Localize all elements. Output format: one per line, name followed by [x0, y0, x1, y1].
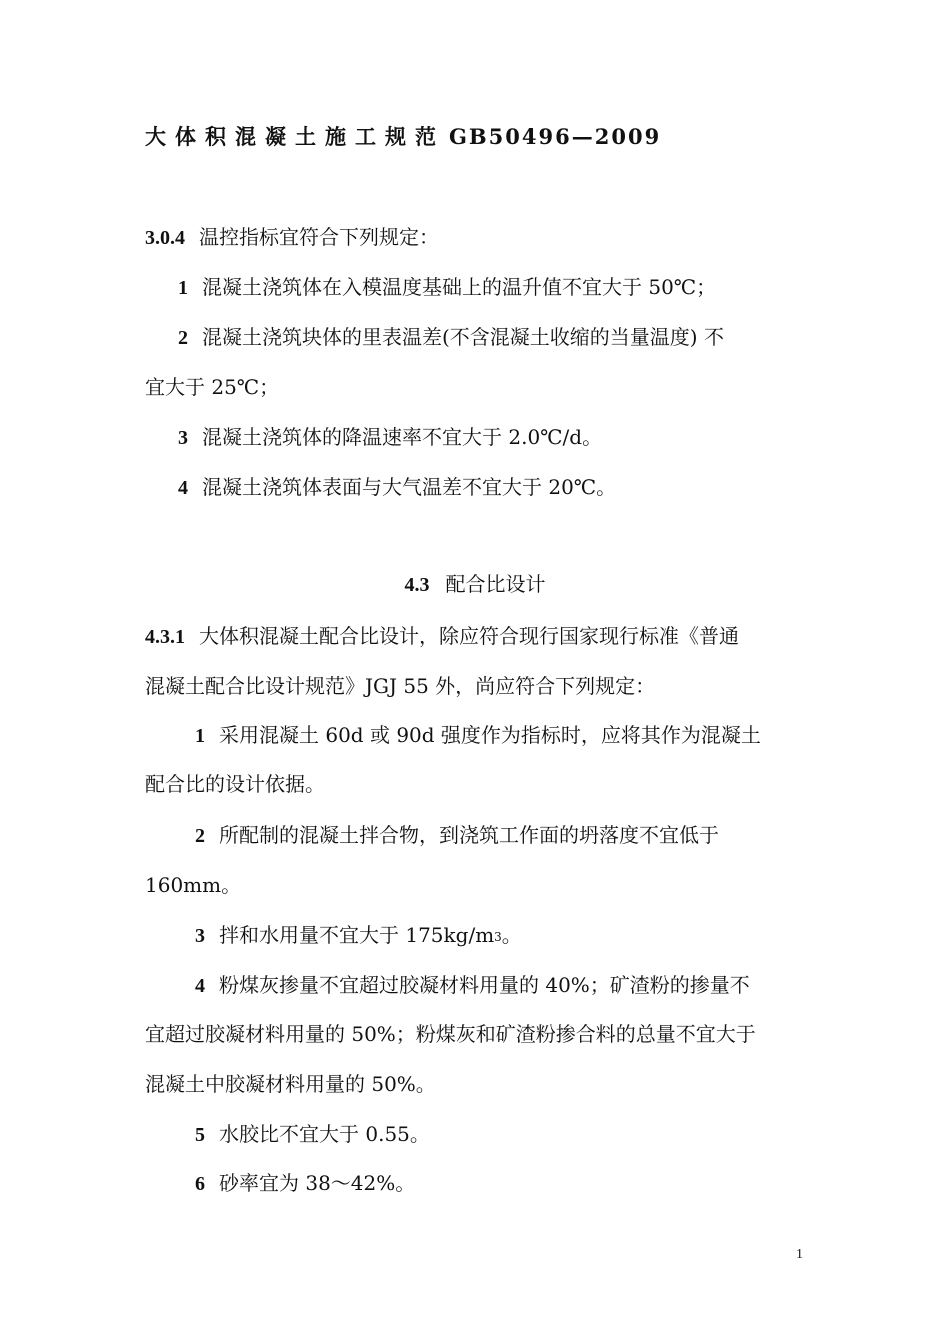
- item-number: 2: [195, 825, 205, 847]
- clause-4-3-1-item-4-cont-1: 宜超过胶凝材料用量的 50%；粉煤灰和矿渣粉掺合料的总量不宜大于: [145, 1022, 756, 1046]
- item-text: 混凝土浇筑体表面与大气温差不宜大于 20℃。: [202, 475, 617, 499]
- item-number: 3: [195, 925, 205, 947]
- clause-number: 3.0.4: [145, 227, 185, 249]
- clause-3-0-4: [145, 222, 439, 253]
- item-number: 5: [195, 1124, 205, 1146]
- superscript: 3: [494, 930, 502, 944]
- document-title: [145, 122, 661, 152]
- section-heading-4-3: [0, 569, 950, 600]
- item-number: 2: [178, 327, 188, 349]
- clause-4-3-1-item-1-cont: 配合比的设计依据。: [145, 772, 325, 796]
- clause-4-3-1-item-2: [195, 820, 719, 851]
- item-tail: 。: [501, 923, 522, 947]
- item-text: 粉煤灰掺量不宜超过胶凝材料用量的 40%；矿渣粉的掺量不: [219, 973, 750, 997]
- clause-text: 大体积混凝土配合比设计，除应符合现行国家现行标准《普通: [199, 624, 739, 648]
- clause-3-0-4-item-1: [178, 272, 716, 303]
- item-text: 水胶比不宜大于 0.55。: [219, 1122, 430, 1146]
- item-text: 砂率宜为 38～42%。: [219, 1171, 416, 1195]
- clause-3-0-4-item-4: [178, 472, 616, 503]
- item-number: 3: [178, 427, 188, 449]
- item-text: 采用混凝土 60d 或 90d 强度作为指标时，应将其作为混凝土: [219, 723, 761, 747]
- standard-code: GB50496—2009: [449, 124, 662, 149]
- clause-4-3-1-item-4-cont-2: 混凝土中胶凝材料用量的 50%。: [145, 1072, 436, 1096]
- clause-4-3-1-item-3: [195, 920, 522, 952]
- item-number: 4: [195, 975, 205, 997]
- clause-number: 4.3.1: [145, 626, 185, 648]
- clause-4-3-1-item-5: [195, 1119, 430, 1150]
- clause-4-3-1-item-6: [195, 1168, 415, 1199]
- item-text: 混凝土浇筑体的降温速率不宜大于 2.0℃/d。: [202, 425, 603, 449]
- clause-4-3-1-item-2-cont: 160mm。: [145, 873, 242, 897]
- item-text: 混凝土浇筑块体的里表温差(不含混凝土收缩的当量温度) 不: [202, 325, 724, 349]
- clause-3-0-4-item-2: [178, 322, 724, 353]
- item-number: 6: [195, 1173, 205, 1195]
- clause-4-3-1: [145, 621, 739, 652]
- item-text: 混凝土浇筑体在入模温度基础上的温升值不宜大于 50℃；: [202, 275, 717, 299]
- title-text: 大体积混凝土施工规范: [145, 124, 445, 149]
- section-number: 4.3: [404, 574, 430, 596]
- item-number: 1: [178, 277, 188, 299]
- clause-text: 温控指标宜符合下列规定：: [199, 225, 439, 249]
- clause-4-3-1-cont: 混凝土配合比设计规范》JGJ 55 外，尚应符合下列规定：: [145, 674, 656, 698]
- item-text: 拌和水用量不宜大于 175kg/m: [219, 923, 495, 947]
- clause-3-0-4-item-3: [178, 422, 602, 453]
- clause-4-3-1-item-4: [195, 970, 750, 1001]
- clause-3-0-4-item-2-cont: 宜大于 25℃；: [145, 375, 280, 399]
- page-number: 1: [796, 1247, 803, 1262]
- item-number: 1: [195, 725, 205, 747]
- section-title: 配合比设计: [445, 572, 546, 596]
- item-text: 所配制的混凝土拌合物，到浇筑工作面的坍落度不宜低于: [219, 823, 719, 847]
- clause-4-3-1-item-1: [195, 720, 761, 751]
- item-number: 4: [178, 477, 188, 499]
